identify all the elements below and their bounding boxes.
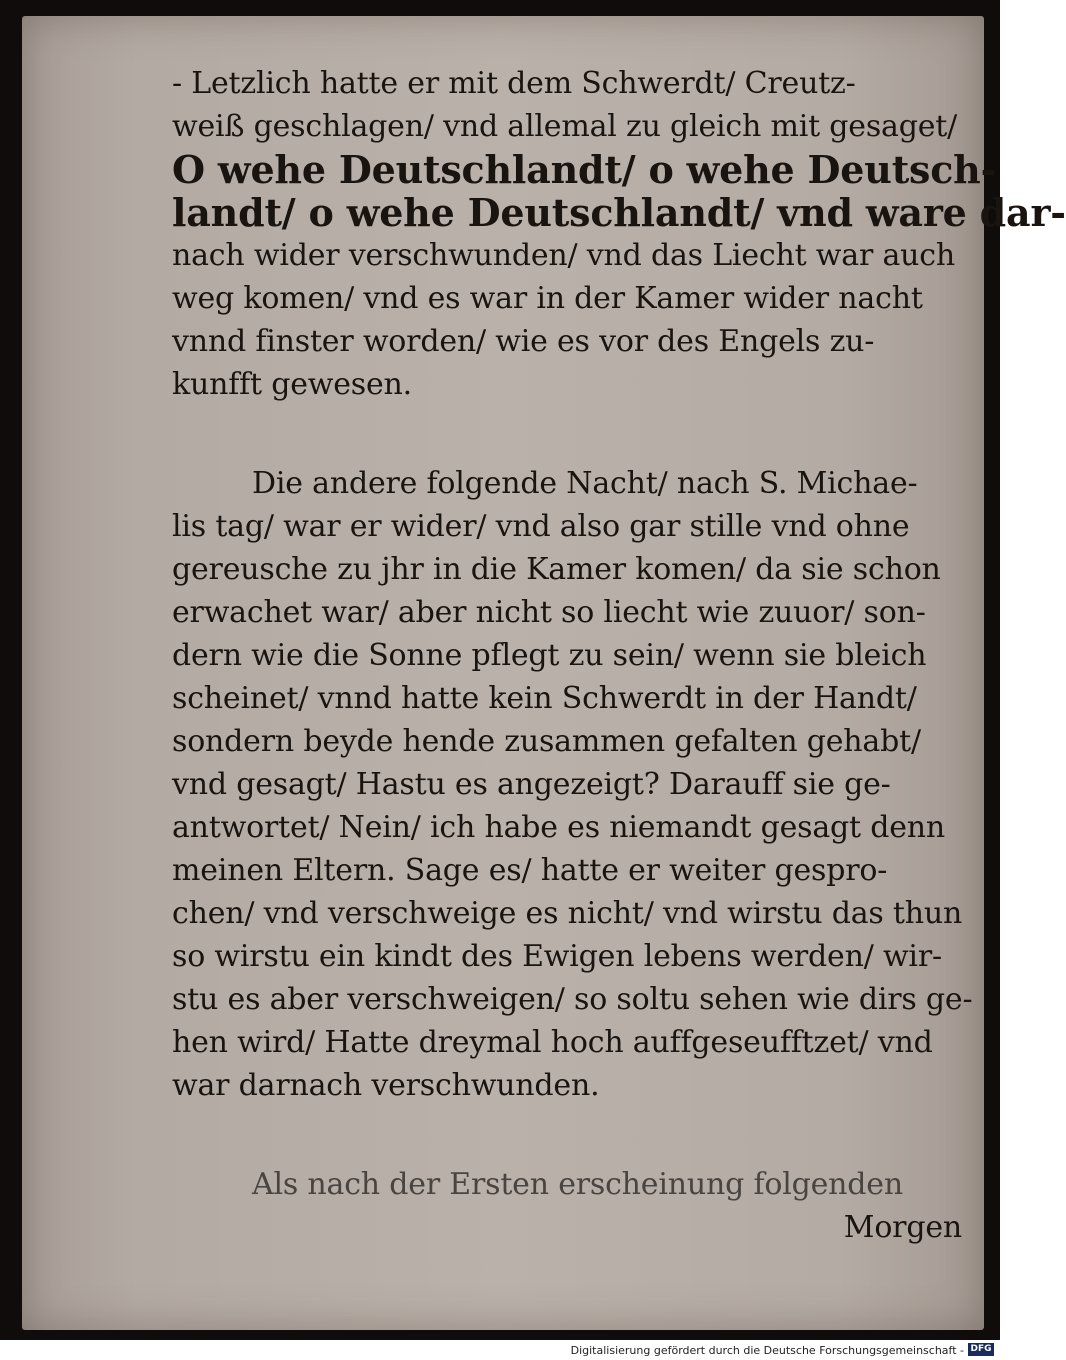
- text-line-emphasis: landt/ o wehe Deutschlandt/ vnd ware dar-: [172, 190, 1066, 235]
- text-line: chen/ vnd verschweige es nicht/ vnd wirstu das thun: [172, 896, 963, 931]
- book-page: [22, 16, 1066, 1330]
- text-line-emphasis: O wehe Deutschlandt/ o wehe Deutsch-: [172, 147, 997, 192]
- text-line: dern wie die Sonne pflegt zu sein/ wenn sie bleich: [172, 638, 927, 673]
- text-line: antwortet/ Nein/ ich habe es niemandt gesagt denn: [172, 810, 946, 845]
- text-line: hen wird/ Hatte dreymal hoch auffgeseufftzet/ vnd: [172, 1025, 933, 1060]
- text-line: lis tag/ war er wider/ vnd also gar stille vnd ohne: [172, 509, 910, 544]
- dfg-logo: DFG: [968, 1343, 994, 1356]
- text-line: Als nach der Ersten erscheinung folgenden: [252, 1167, 903, 1202]
- text-line: war darnach verschwunden.: [172, 1068, 600, 1103]
- text-line: weg komen/ vnd es war in der Kamer wider nacht: [172, 281, 923, 316]
- text-line: - Letzlich hatte er mit dem Schwerdt/ Creutz-: [172, 66, 856, 101]
- footer-bar: [0, 1340, 1000, 1360]
- text-line: sondern beyde hende zusammen gefalten gehabt/: [172, 724, 921, 759]
- text-line: nach wider verschwunden/ vnd das Liecht war auch: [172, 238, 955, 273]
- text-line: Die andere folgende Nacht/ nach S. Michae-: [252, 466, 918, 501]
- text-line: vnd gesagt/ Hastu es angezeigt? Darauff sie ge-: [172, 767, 891, 802]
- text-line: kunfft gewesen.: [172, 367, 413, 402]
- page-text: [172, 62, 1066, 1249]
- text-line: scheinet/ vnnd hatte kein Schwerdt in der Handt/: [172, 681, 917, 716]
- paragraph-gap: [172, 406, 972, 462]
- text-line: so wirstu ein kindt des Ewigen lebens werden/ wir-: [172, 939, 942, 974]
- text-line: vnnd finster worden/ wie es vor des Engels zu-: [172, 324, 875, 359]
- funding-credit: Digitalisierung gefördert durch die Deutsche Forschungsgemeinschaft -: [570, 1344, 964, 1357]
- text-line: erwachet war/ aber nicht so liecht wie zuuor/ son-: [172, 595, 926, 630]
- text-line: meinen Eltern. Sage es/ hatte er weiter gespro-: [172, 853, 888, 888]
- text-line: stu es aber verschweigen/ so soltu sehen wie dirs ge-: [172, 982, 973, 1017]
- text-line: weiß geschlagen/ vnd allemal zu gleich mit gesaget/: [172, 109, 958, 144]
- catchword: Morgen: [843, 1210, 962, 1245]
- text-line: gereusche zu jhr in die Kamer komen/ da sie schon: [172, 552, 941, 587]
- paragraph-gap: [172, 1107, 972, 1163]
